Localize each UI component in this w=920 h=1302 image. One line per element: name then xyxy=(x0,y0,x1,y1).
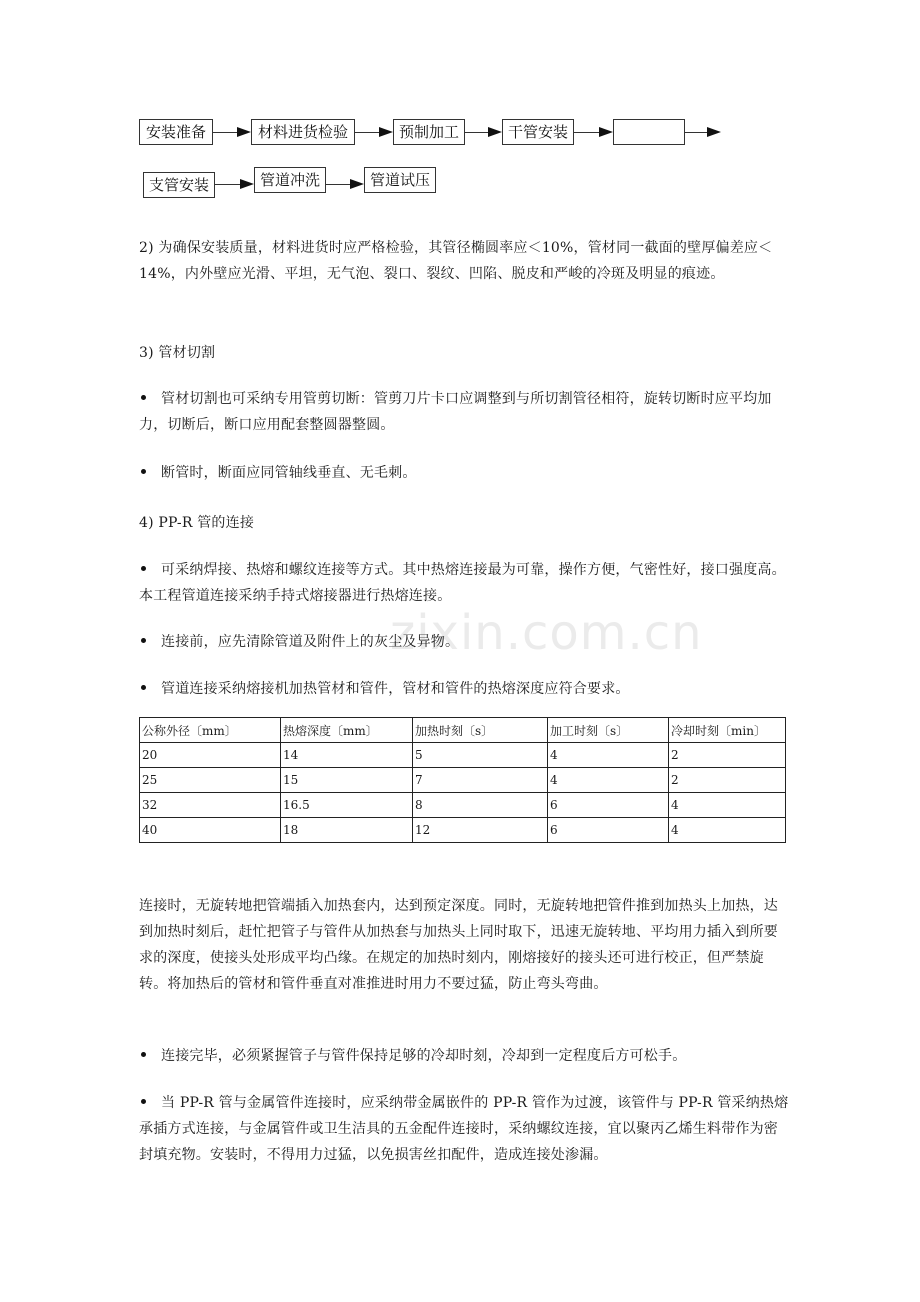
flow-box-prefabrication: 预制加工 xyxy=(393,119,465,145)
connection-procedure-paragraph: 连接时，无旋转地把管端插入加热套内，达到预定深度。同时，无旋转地把管件推到加热头上加热，达到加热时刻后，赶忙把管子与管件从加热套与加热头上同时取下，迅速无旋转地、平均用力插入到所要求的深度，使接头处形成平均凸缘。在规定的加热时刻内，刚熔接好的接头还可进行校正，但严禁旋转。将加热后的管材和管件垂直对准推进时用力不要过猛，防止弯头弯曲。 xyxy=(139,898,778,992)
bullet-icon xyxy=(139,629,161,655)
bullet-icon xyxy=(139,1090,161,1116)
table-header-row xyxy=(140,718,786,743)
table-row xyxy=(140,743,786,768)
table-cell: 25 xyxy=(140,768,281,793)
table-cell: 14 xyxy=(281,743,413,768)
bullet-icon xyxy=(139,460,161,486)
section-heading-pipe-cutting: 3) 管材切割 xyxy=(139,345,216,361)
table-header-cell: 热熔深度〔mm〕 xyxy=(281,718,413,743)
table-row xyxy=(140,793,786,818)
table-header-cell: 冷却时刻〔min〕 xyxy=(669,718,786,743)
table-cell: 18 xyxy=(281,818,413,843)
list-item: 连接前，应先清除管道及附件上的灰尘及异物。 xyxy=(139,629,789,655)
flow-box-pressure-test: 管道试压 xyxy=(364,167,436,193)
table-cell: 32 xyxy=(140,793,281,818)
quality-paragraph: 2) 为确保安装质量，材料进货时应严格检验，其管径椭圆率应＜10%，管材同一截面的壁厚偏差应＜14%，内外壁应光滑、平坦，无气泡、裂口、裂纹、凹陷、脱皮和严峻的冷斑及明显的痕迹。 xyxy=(139,240,773,282)
table-cell: 4 xyxy=(669,793,786,818)
flow-box-empty xyxy=(613,119,685,145)
table-header-cell: 加热时刻〔s〕 xyxy=(413,718,548,743)
flow-arrow-icon xyxy=(213,126,251,138)
table-cell: 40 xyxy=(140,818,281,843)
table-cell: 4 xyxy=(669,818,786,843)
table-cell: 7 xyxy=(413,768,548,793)
table-cell: 8 xyxy=(413,793,548,818)
table-cell: 2 xyxy=(669,743,786,768)
hot-melt-spec-table xyxy=(139,717,786,843)
flow-box-pipe-flushing: 管道冲洗 xyxy=(254,167,326,193)
table-cell: 4 xyxy=(548,768,669,793)
list-item: 管道连接采纳熔接机加热管材和管件，管材和管件的热熔深度应符合要求。 xyxy=(139,676,789,702)
bullet-icon xyxy=(139,676,161,702)
table-cell: 6 xyxy=(548,818,669,843)
table-cell: 15 xyxy=(281,768,413,793)
table-cell: 16.5 xyxy=(281,793,413,818)
flow-arrow-icon xyxy=(326,178,364,190)
bullet-icon xyxy=(139,557,161,583)
flow-arrow-icon xyxy=(215,178,254,190)
watermark: zixin.com.cn xyxy=(390,605,703,661)
flow-box-material-inspection: 材料进货检验 xyxy=(251,119,355,145)
list-item: 连接完毕，必须紧握管子与管件保持足够的冷却时刻，冷却到一定程度后方可松手。 xyxy=(139,1043,789,1069)
table-cell: 20 xyxy=(140,743,281,768)
flow-box-install-prep: 安装准备 xyxy=(139,119,213,145)
list-item: 管材切割也可采纳专用管剪切断：管剪刀片卡口应调整到与所切割管径相符，旋转切断时应平均加力，切断后，断口应用配套整圆器整圆。 xyxy=(139,386,789,438)
table-cell: 4 xyxy=(548,743,669,768)
section-heading-ppr-connection: 4) PP-R 管的连接 xyxy=(139,515,255,531)
flow-arrow-icon xyxy=(574,126,613,138)
table-header-cell: 加工时刻〔s〕 xyxy=(548,718,669,743)
table-cell: 12 xyxy=(413,818,548,843)
table-cell: 5 xyxy=(413,743,548,768)
flow-box-main-pipe-install: 干管安装 xyxy=(502,119,574,145)
flow-arrow-icon xyxy=(465,126,502,138)
flow-box-branch-pipe-install: 支管安装 xyxy=(143,172,215,198)
table-cell: 6 xyxy=(548,793,669,818)
bullet-icon xyxy=(139,1043,161,1069)
flow-arrow-icon xyxy=(685,126,721,138)
list-item: 当 PP-R 管与金属管件连接时，应采纳带金属嵌件的 PP-R 管作为过渡，该管件与 PP-R 管采纳热熔承插方式连接，与金属管件或卫生洁具的五金配件连接时，采纳螺纹连接，宜以聚丙乙烯生料带作为密封填充物。安装时，不得用力过猛，以免损害丝扣配件，造成连接处渗漏。 xyxy=(139,1090,789,1168)
list-item: 可采纳焊接、热熔和螺纹连接等方式。其中热熔连接最为可靠，操作方便，气密性好，接口强度高。本工程管道连接采纳手持式熔接器进行热熔连接。 xyxy=(139,557,789,609)
bullet-icon xyxy=(139,386,161,412)
table-row xyxy=(140,818,786,843)
flow-arrow-icon xyxy=(355,126,393,138)
list-item: 断管时，断面应同管轴线垂直、无毛刺。 xyxy=(139,460,789,486)
table-cell: 2 xyxy=(669,768,786,793)
table-row xyxy=(140,768,786,793)
table-header-cell: 公称外径〔mm〕 xyxy=(140,718,281,743)
